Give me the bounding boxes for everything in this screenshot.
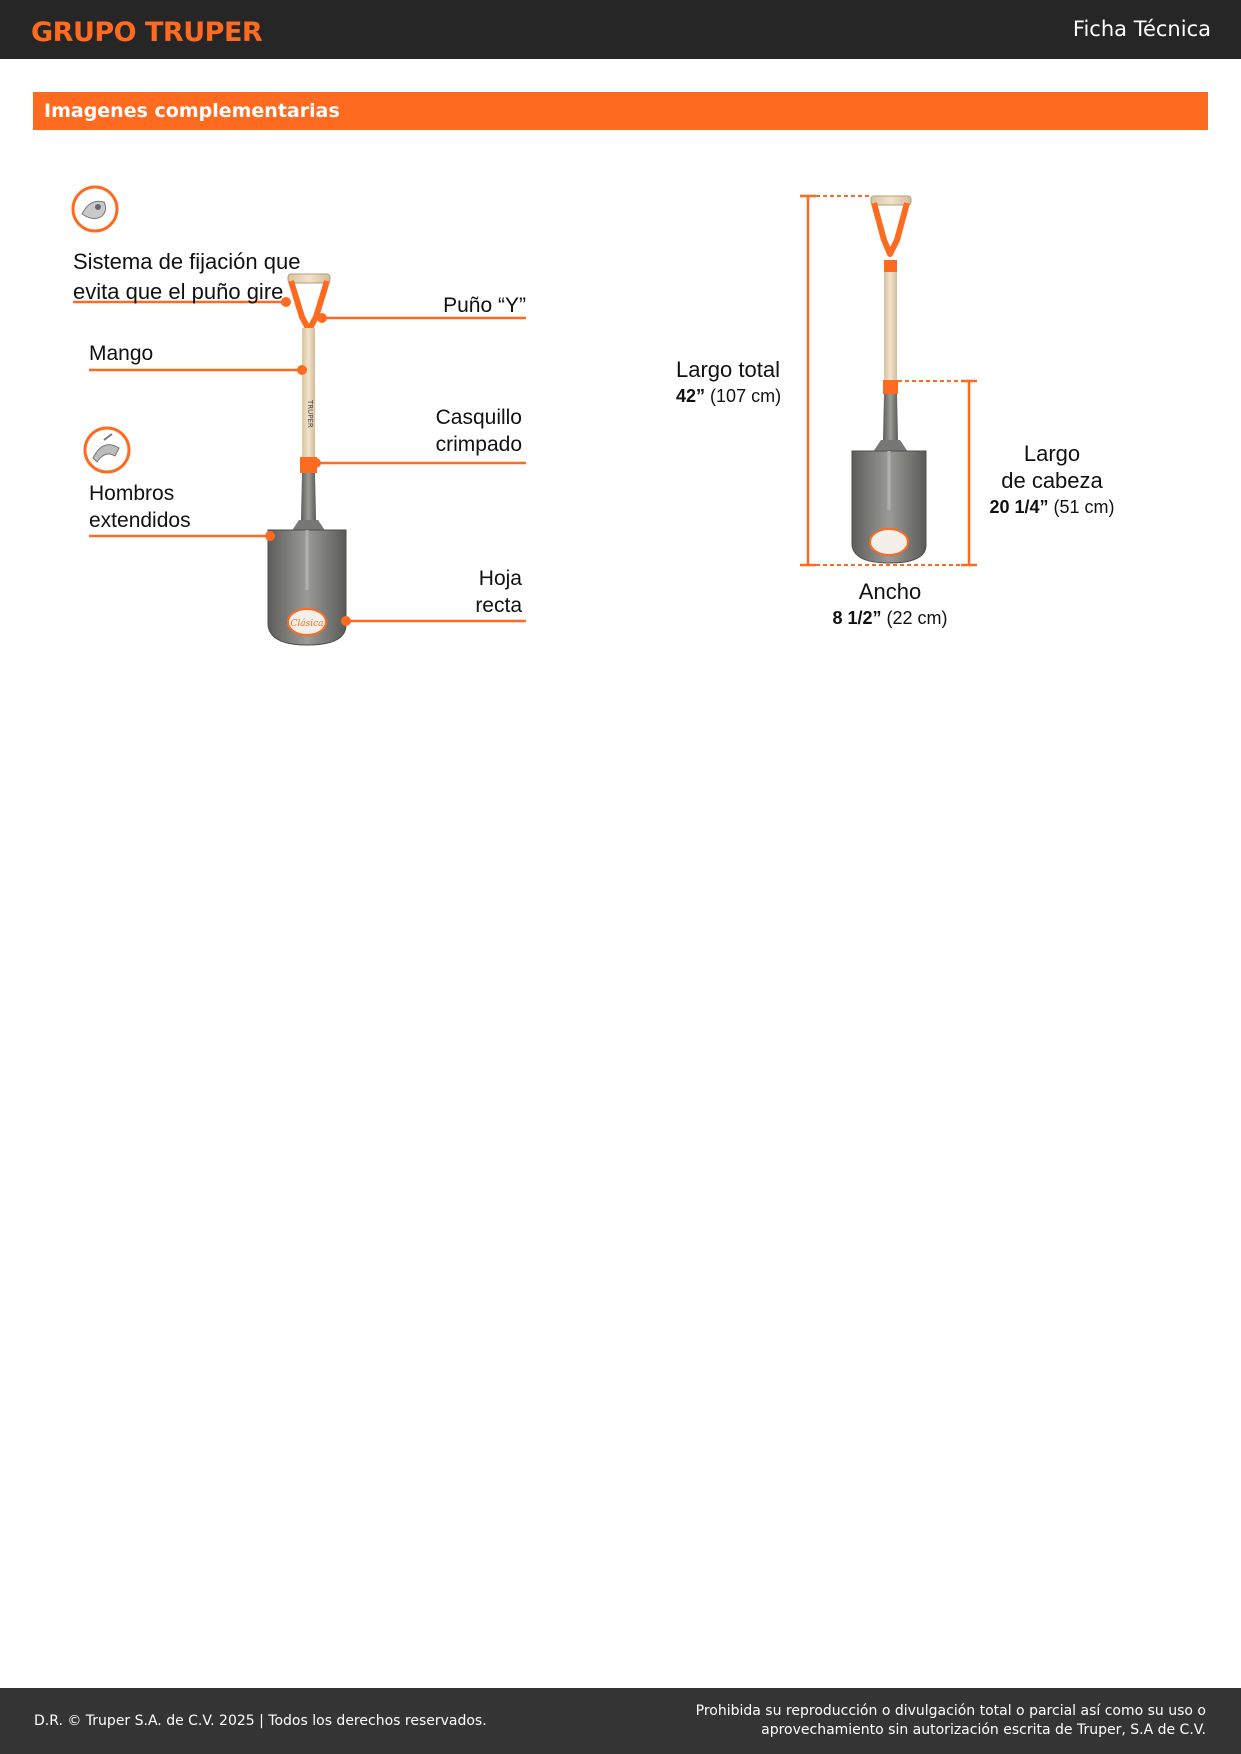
- label-width: Ancho 8 1/2” (22 cm): [832, 579, 948, 628]
- document-type: Ficha Técnica: [1072, 17, 1211, 41]
- svg-text:TRUPER: TRUPER: [306, 400, 314, 428]
- legal-notice: Prohibida su reproducción o divulgación total o parcial así como su uso o aprovechamiento sin autorización escrita de Truper, S.A de C.V.: [695, 1703, 1206, 1738]
- shoulders-detail-icon: [85, 428, 129, 472]
- shovel-dimensions-illustration: [852, 196, 926, 563]
- section-title: Imagenes complementarias: [44, 100, 340, 122]
- handle-brand-mark: [306, 399, 314, 428]
- features-diagram: [0, 0, 1241, 700]
- label-blade: Hoja recta: [475, 567, 522, 617]
- blade-badge: [290, 618, 323, 629]
- label-grip: Puño “Y”: [443, 294, 526, 317]
- label-fixing-system: Sistema de fijación que evita que el puño gire: [73, 249, 301, 304]
- label-handle: Mango: [89, 342, 154, 365]
- label-total-length: Largo total 42” (107 cm): [676, 357, 782, 406]
- label-ferrule: Casquillo crimpado: [435, 406, 522, 456]
- label-head-length: Largo de cabeza 20 1/4” (51 cm): [989, 441, 1115, 517]
- grip-detail-icon: [73, 187, 117, 231]
- page-footer: [0, 1688, 1241, 1754]
- copyright-text: D.R. © Truper S.A. de C.V. 2025 | Todos los derechos reservados.: [34, 1713, 487, 1729]
- shovel-illustration: [268, 274, 346, 645]
- brand-logo: GRUPO TRUPER: [31, 17, 263, 48]
- svg-text:Clásica: Clásica: [290, 619, 324, 629]
- label-shoulders: Hombros extendidos: [89, 482, 191, 532]
